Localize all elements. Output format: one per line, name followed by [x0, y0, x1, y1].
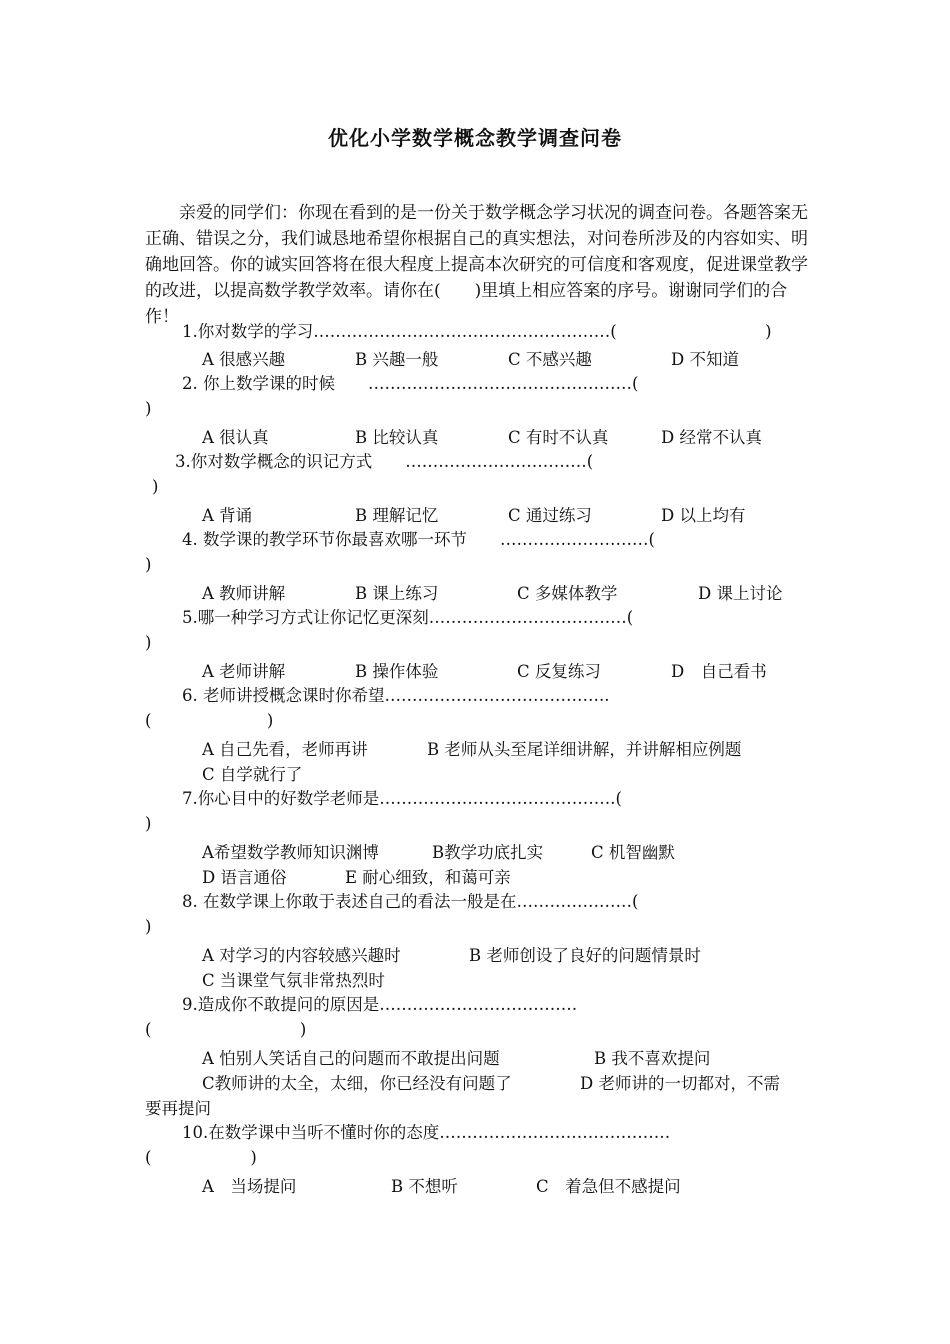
option-b: B 操作体验	[355, 662, 439, 681]
question-9: 9.造成你不敢提问的原因是………………………………	[182, 995, 578, 1014]
option-d: D 不知道	[671, 350, 739, 369]
option-a: A 怕别人笑话自己的问题而不敢提出问题	[202, 1049, 500, 1068]
question-4: 4. 数学课的教学环节你最喜欢哪一环节 ………………………(	[182, 530, 655, 549]
question-10: 10.在数学课中当听不懂时你的态度……………………………………	[182, 1123, 671, 1142]
option-a: A 自己先看，老师再讲	[202, 740, 368, 759]
question-6: 6. 老师讲授概念课时你希望…………………………………..	[182, 686, 610, 705]
option-d-continued: 要再提问	[145, 1099, 211, 1118]
option-b: B 我不喜欢提问	[594, 1049, 711, 1068]
option-b: B教学功底扎实	[432, 843, 544, 862]
option-b: B 兴趣一般	[355, 350, 439, 369]
question-1: 1.你对数学的学习………………………………………………( )	[182, 322, 772, 341]
option-d: D 课上讨论	[698, 584, 783, 603]
option-a: A 背诵	[202, 506, 253, 525]
option-c: C 反复练习	[517, 662, 601, 681]
document-title: 优化小学数学概念教学调查问卷	[328, 126, 622, 150]
question-4-close: )	[145, 555, 152, 574]
option-b: B 理解记忆	[355, 506, 439, 525]
option-b: B 比较认真	[355, 428, 439, 447]
option-b: B 不想听	[391, 1177, 458, 1196]
option-d: D 语言通俗	[202, 868, 287, 887]
question-7-close: )	[145, 814, 152, 833]
option-a: A 很感兴趣	[202, 350, 286, 369]
question-2-close: )	[145, 399, 152, 418]
option-b: B 老师从头至尾详细讲解，并讲解相应例题	[427, 740, 742, 759]
option-c: C 有时不认真	[508, 428, 609, 447]
question-5-close: )	[145, 633, 152, 652]
question-7: 7.你心目中的好数学老师是…………………………………….(	[182, 789, 622, 808]
option-a: A 当场提问	[202, 1177, 297, 1196]
option-c: C教师讲的太全，太细，你已经没有问题了	[202, 1074, 512, 1093]
option-c: C 当课堂气氛非常热烈时	[202, 971, 385, 990]
option-e: E 耐心细致，和蔼可亲	[345, 868, 511, 887]
option-a: A 很认真	[202, 428, 269, 447]
option-c: C 通过练习	[508, 506, 592, 525]
question-3: 3.你对数学概念的识记方式 ……………………………(	[175, 452, 594, 471]
intro-paragraph	[145, 200, 810, 330]
option-d: D 自己看书	[671, 662, 767, 681]
option-c: C 自学就行了	[202, 765, 303, 784]
option-c: C 多媒体教学	[517, 584, 618, 603]
option-a: A 教师讲解	[202, 584, 286, 603]
option-d: D 经常不认真	[661, 428, 762, 447]
option-d: D 老师讲的一切都对，不需	[580, 1074, 780, 1093]
intro-text: 亲爱的同学们：你现在看到的是一份关于数学概念学习状况的调查问卷。各题答案无正确、错误之分，我们诚恳地希望你根据自己的真实想法，对问卷所涉及的内容如实、明确地回答。你的诚实回答将在很大程度上提高本次研究的可信度和客观度，促进课堂教学的改进，以提高数学教学效率。请你在( )里填上相应答案的序号。谢谢同学们的合作！	[145, 203, 808, 327]
question-2: 2. 你上数学课的时候 …………………………………………(	[182, 374, 639, 393]
option-a: A希望数学教师知识渊博	[202, 843, 379, 862]
question-8-close: )	[145, 917, 152, 936]
option-c: C 着急但不感提问	[536, 1177, 681, 1196]
question-6-close: ( )	[145, 711, 274, 730]
option-a: A 老师讲解	[202, 662, 286, 681]
option-c: C 不感兴趣	[508, 350, 592, 369]
question-3-close: )	[152, 477, 159, 496]
question-8: 8. 在数学课上你敢于表述自己的看法一般是在…………………(	[182, 892, 639, 911]
question-5: 5.哪一种学习方式让你记忆更深刻………………………………(	[182, 608, 634, 627]
question-10-close: ( )	[145, 1148, 257, 1167]
option-b: B 课上练习	[355, 584, 439, 603]
option-b: B 老师创设了良好的问题情景时	[469, 946, 701, 965]
question-9-close: ( )	[145, 1020, 307, 1039]
option-d: D 以上均有	[661, 506, 746, 525]
option-a: A 对学习的内容较感兴趣时	[202, 946, 401, 965]
option-c: C 机智幽默	[591, 843, 675, 862]
